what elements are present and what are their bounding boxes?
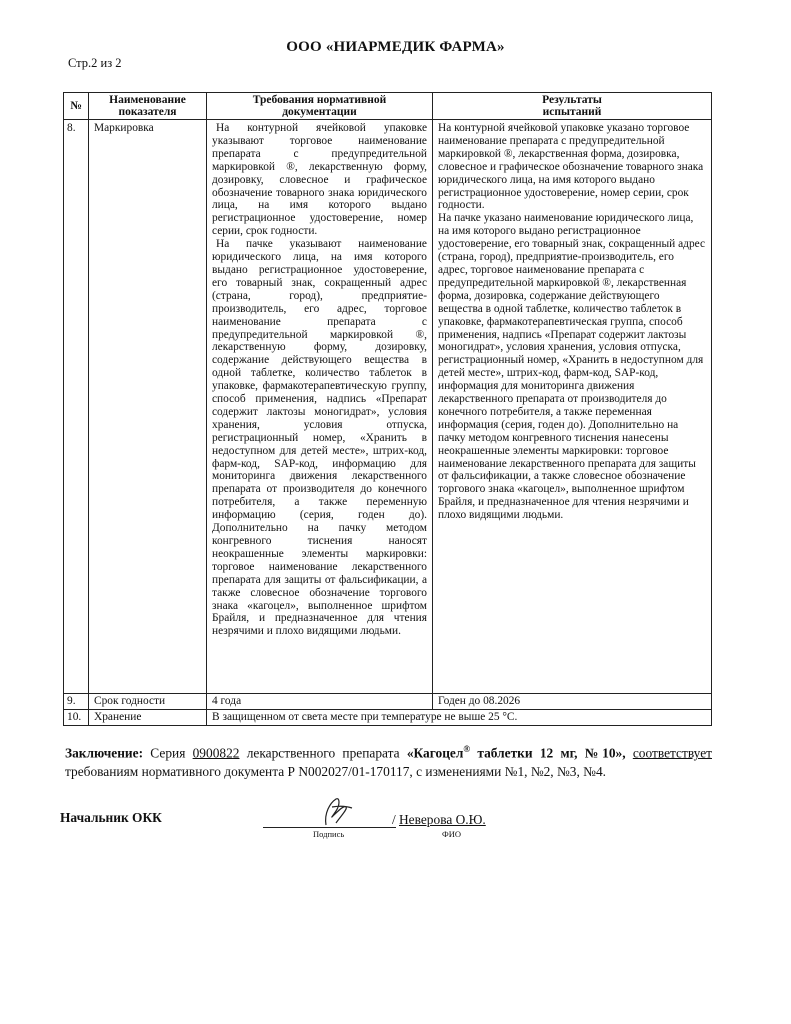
handwritten-signature — [318, 795, 358, 831]
table-border-top — [63, 92, 712, 93]
header-name-line1: Наименование — [109, 94, 186, 106]
row-merged-value: В защищенном от света месте при температуре не выше 25 °С. — [212, 711, 518, 723]
row-results — [438, 122, 706, 522]
row-divider — [63, 693, 712, 694]
req-paragraph: На контурной ячейковой упаковке указывают торговое наименование препарата с предупредительной маркировкой ®, лекарственную форму, дозировку, словесное и графическое обозначение товарного знака юридического лица, на имя которого выдано регистрационное удостоверение, номер серии, срок годности. — [212, 122, 427, 238]
header-req-line2: документации — [282, 106, 357, 118]
header-results — [433, 94, 711, 118]
header-requirements — [207, 94, 432, 118]
conclusion — [65, 740, 712, 781]
res-paragraph: На пачке указано наименование юридического лица, на имя которого выдано регистрационное удостоверение, его товарный знак, сокращенный адрес (страна, город), предприятие-производитель, его адрес, торговое наименование препарата с предупредительной маркировкой ®, лекарственная форма, дозировка, содержание действующего вещества в одной таблетке, количество таблеток в упаковке, фармакотерапевтическая группа, способ применения, надпись «Препарат содержит лактозы моногидрат», условия хранения, условия отпуска, регистрационный номер, «Хранить в недоступном для детей месте», штрих-код, фарм-код, SAP-код, информация для мониторинга движения лекарственного препарата от производителя до конечного потребителя, а также переменная информация (серия, годен до). Дополнительно на пачку методом конгревного тиснения нанесены неокрашенные элементы маркировки: торговое наименование лекарственного препарата для защиты от фальсификации, а также словесное обозначение торгового знака «кагоцел», выполненное шрифтом Брайля, и предназначенное для чтения незрячими и плохо видящими людьми. — [438, 212, 706, 522]
table-border-left — [63, 92, 64, 726]
row-num: 8. — [67, 122, 76, 134]
res-paragraph: На контурной ячейковой упаковке указано торговое наименование препарата с предупредительной маркировкой ®, лекарственная форма, дозировка, словесное и графическое обозначение товарного знака юридического лица, на имя которого выдано регистрационное удостоверение, номер серии, срок годности. — [438, 122, 704, 212]
signature-line — [263, 827, 396, 828]
row-name: Срок годности — [94, 695, 166, 707]
signer-position: Начальник ОКК — [60, 810, 162, 825]
slash: / — [392, 812, 396, 827]
name-caption: ФИО — [442, 829, 461, 839]
row-requirements: 4 года — [212, 695, 242, 707]
batch-number: 0900822 — [192, 745, 240, 761]
table-border-bottom — [63, 725, 712, 726]
row-num: 9. — [67, 695, 76, 707]
product-name: «Кагоцел — [406, 745, 464, 761]
registered-mark: ® — [463, 744, 471, 754]
results-table — [63, 92, 712, 725]
conclusion-label: Заключение: — [65, 745, 144, 761]
signature-caption: Подпись — [313, 829, 345, 839]
product-name-rest: таблетки 12 мг, №10», — [470, 745, 626, 761]
conclusion-text: лекарственного препарата — [239, 745, 407, 761]
row-num: 10. — [67, 711, 82, 723]
header-name-line2: показателя — [118, 106, 177, 118]
header-name — [89, 94, 206, 118]
header-req-line1: Требования нормативной — [252, 94, 387, 106]
row-divider — [63, 709, 712, 710]
complies-word: соответствует — [632, 745, 712, 761]
header-num: № — [70, 100, 82, 112]
row-results: Годен до 08.2026 — [438, 695, 521, 707]
req-paragraph: На пачке указывают наименование юридического лица, на имя которого выдано регистрационное удостоверение, его товарный знак, сокращенный адрес (страна, город), предприятие-производитель, его адрес, торговое наименование препарата с предупредительной маркировкой ®, лекарственную форму, дозировку, содержание действующего вещества в одной таблетке, количество таблеток в упаковке, фармакотерапевтическую группу, способ применения, надпись «Препарат содержит лактозы моногидрат», условия хранения, условия отпуска, регистрационный номер, «Хранить в недоступном для детей месте», штрих-код, фарм-код, SAP-код, информацию для мониторинга движения лекарственного препарата от производителя до конечного потребителя, а также переменную информацию (серия, годен до). Дополнительно на пачку методом конгревного тиснения наносят неокрашенные элементы маркировки: торговое наименование лекарственного препарата для защиты от фальсификации, а также словесное обозначение торгового знака «кагоцел», выполненное шрифтом Брайля, и предназначенное для чтения незрячими и плохо видящими людьми. — [212, 238, 427, 638]
company-title: ООО «НИАРМЕДИК ФАРМА» — [286, 39, 505, 55]
header-res-line1: Результаты — [542, 94, 602, 106]
row-name: Маркировка — [94, 122, 154, 134]
header-res-line2: испытаний — [542, 106, 602, 118]
row-name: Хранение — [94, 711, 142, 723]
col-divider — [88, 92, 89, 726]
conclusion-text: Серия — [143, 745, 193, 761]
col-divider — [206, 92, 207, 726]
col-divider — [432, 92, 433, 710]
row-requirements — [212, 122, 427, 638]
table-border-right — [711, 92, 712, 726]
page-number: Стр.2 из 2 — [68, 56, 122, 70]
signer-name: Неверова О.Ю. — [399, 812, 486, 827]
conclusion-text: требованиям нормативного документа Р N002027/01-170117, с изменениями №1, №2, №3, №4. — [65, 764, 606, 780]
header-divider — [63, 119, 712, 120]
